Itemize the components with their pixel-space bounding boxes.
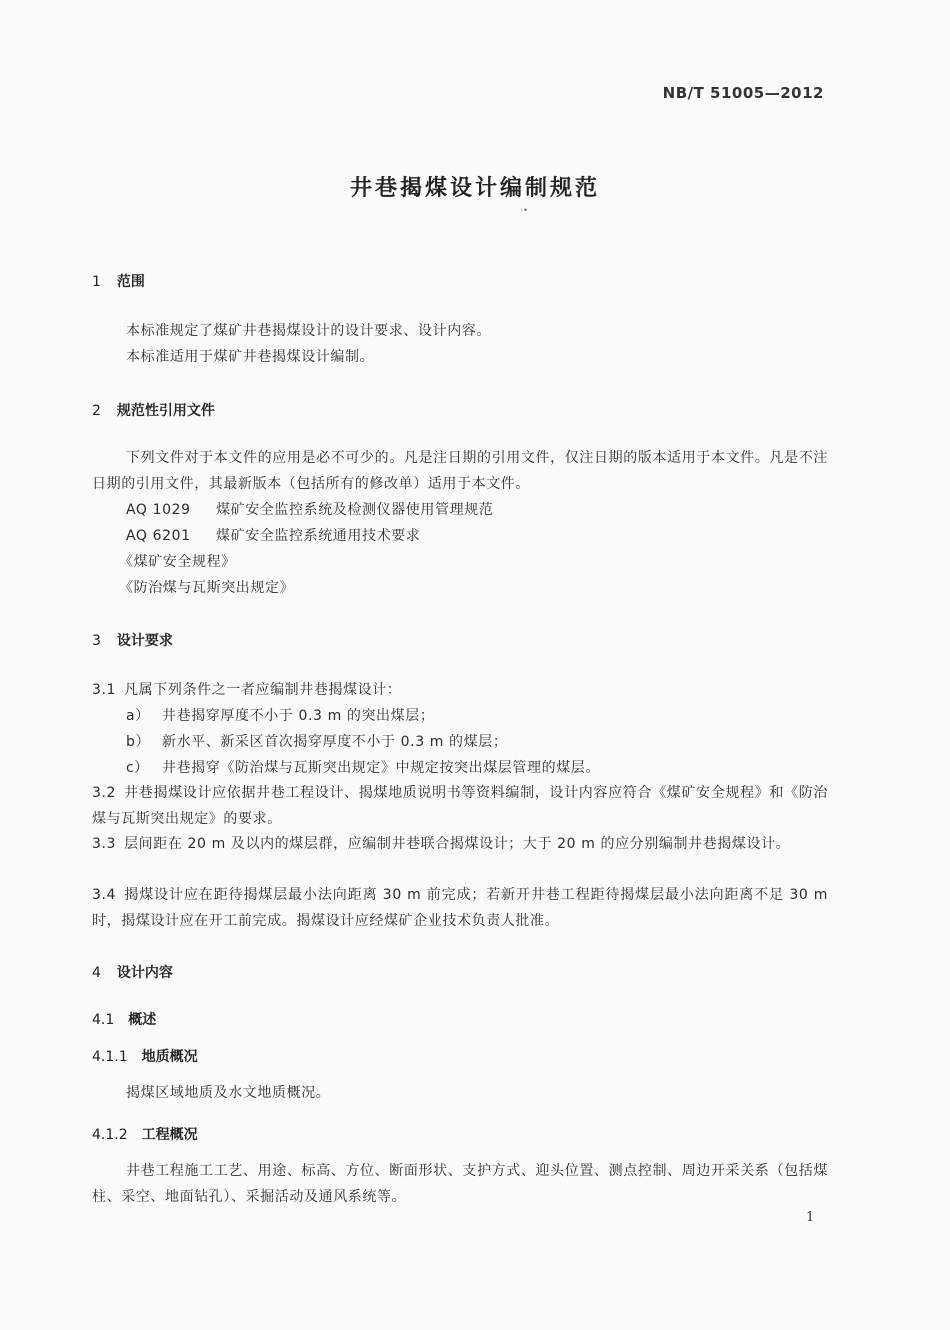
subsection-title: 概述 bbox=[128, 1012, 157, 1028]
section-1-paragraph-1: 本标准规定了煤矿井巷揭煤设计的设计要求、设计内容。 bbox=[126, 323, 491, 339]
section-number: 3 bbox=[92, 633, 101, 649]
section-2-intro: 下列文件对于本文件的应用是必不可少的。凡是注日期的引用文件，仅注日期的版本适用于本文件。凡是不注日期的引用文件，其最新版本（包括所有的修改单）适用于本文件。 bbox=[92, 450, 828, 492]
subsection-number: 4.1.1 bbox=[92, 1049, 128, 1065]
section-title: 范围 bbox=[116, 274, 145, 290]
subsection-title: 地质概况 bbox=[141, 1049, 198, 1065]
list-item bbox=[126, 729, 507, 755]
section-1-paragraph-2: 本标准适用于煤矿井巷揭煤设计编制。 bbox=[126, 349, 375, 365]
standard-number: NB/T 51005—2012 bbox=[662, 84, 824, 102]
section-3-heading bbox=[92, 630, 173, 650]
section-1-heading bbox=[92, 271, 145, 291]
clause-text: 揭煤设计应在距待揭煤层最小法向距离 30 m 前完成；若新开井巷工程距待揭煤层最小法向距离不足 30 m 时，揭煤设计应在开工前完成。揭煤设计应经煤矿企业技术负责人批准。 bbox=[92, 887, 828, 929]
clause-number: 3.2 bbox=[92, 785, 117, 801]
reference-document: 《煤矿安全规程》 bbox=[119, 554, 236, 570]
list-label: c） bbox=[126, 760, 149, 776]
page-number: 1 bbox=[806, 1210, 815, 1225]
clause-text: 凡属下列条件之一者应编制井巷揭煤设计： bbox=[124, 682, 402, 698]
clause-3-1 bbox=[92, 677, 401, 703]
document-title: 井巷揭煤设计编制规范 bbox=[349, 176, 600, 201]
subsection-number: 4.1.2 bbox=[92, 1127, 128, 1143]
reference-code: AQ 6201 bbox=[126, 528, 191, 544]
list-text: 井巷揭穿《防治煤与瓦斯突出规定》中规定按突出煤层管理的煤层。 bbox=[162, 760, 600, 776]
reference-code: AQ 1029 bbox=[126, 502, 191, 518]
list-text: 井巷揭穿厚度不小于 0.3 m 的突出煤层； bbox=[162, 708, 435, 724]
section-title: 设计内容 bbox=[116, 965, 173, 981]
reference-item bbox=[126, 523, 420, 549]
clause-text: 层间距在 20 m 及以内的煤层群，应编制井巷联合揭煤设计；大于 20 m 的应分别编制井巷揭煤设计。 bbox=[124, 836, 791, 852]
section-title: 规范性引用文件 bbox=[116, 403, 215, 419]
clause-3-2 bbox=[92, 780, 828, 832]
list-item bbox=[126, 755, 600, 781]
list-label: a） bbox=[126, 708, 150, 724]
reference-item bbox=[126, 497, 493, 523]
list-label: b） bbox=[126, 734, 151, 750]
subsection-4-1-heading bbox=[92, 1009, 156, 1029]
section-title: 设计要求 bbox=[116, 633, 173, 649]
reference-title: 煤矿安全监控系统及检测仪器使用管理规范 bbox=[216, 502, 494, 518]
clause-3-3 bbox=[92, 831, 828, 857]
subsection-title: 工程概况 bbox=[141, 1127, 198, 1143]
list-text: 新水平、新采区首次揭穿厚度不小于 0.3 m 的煤层； bbox=[162, 734, 508, 750]
clause-number: 3.1 bbox=[92, 682, 117, 698]
section-4-heading bbox=[92, 962, 173, 982]
subsection-4-1-2-text: 井巷工程施工工艺、用途、标高、方位、断面形状、支护方式、迎头位置、测点控制、周边开采关系（包括煤柱、采空、地面钻孔）、采掘活动及通风系统等。 bbox=[92, 1163, 828, 1205]
subsection-4-1-1-heading bbox=[92, 1046, 198, 1066]
section-2-heading bbox=[92, 400, 215, 420]
reference-title: 煤矿安全监控系统通用技术要求 bbox=[216, 528, 421, 544]
scan-speck: ·• bbox=[520, 206, 529, 216]
section-number: 2 bbox=[92, 403, 101, 419]
subsection-4-1-1-text: 揭煤区域地质及水文地质概况。 bbox=[126, 1085, 331, 1101]
subsection-4-1-2-heading bbox=[92, 1124, 198, 1144]
subsection-number: 4.1 bbox=[92, 1012, 115, 1028]
clause-number: 3.3 bbox=[92, 836, 117, 852]
clause-number: 3.4 bbox=[92, 887, 117, 903]
reference-document: 《防治煤与瓦斯突出规定》 bbox=[119, 580, 295, 596]
list-item bbox=[126, 703, 434, 729]
clause-3-4 bbox=[92, 882, 828, 934]
clause-text: 井巷揭煤设计应依据井巷工程设计、揭煤地质说明书等资料编制，设计内容应符合《煤矿安全规程》和《防治煤与瓦斯突出规定》的要求。 bbox=[92, 785, 828, 827]
section-number: 1 bbox=[92, 274, 101, 290]
section-number: 4 bbox=[92, 965, 101, 981]
